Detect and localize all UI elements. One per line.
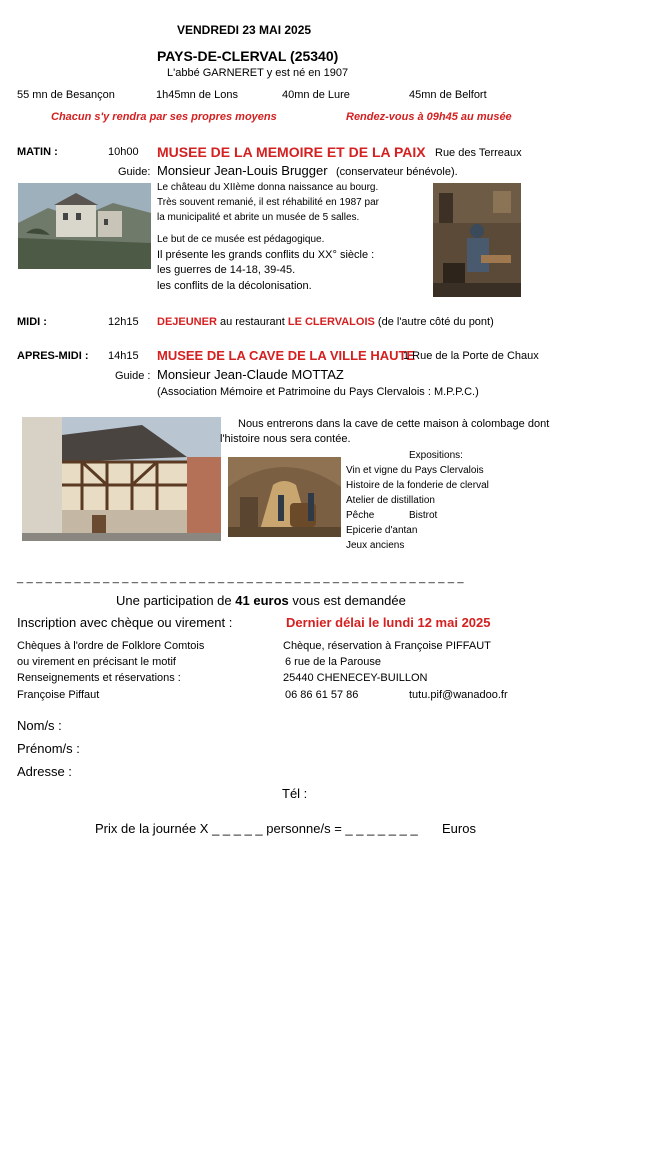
cut-divider: _ _ _ _ _ _ _ _ _ _ _ _ _ _ _ _ _ _ _ _ _ _ _ _ _ _ _ _ _ _ _ _ _ _ _ _ _ _ _ _ _ _ _ _ _ _ _: [17, 572, 464, 584]
participation-line: [116, 593, 406, 608]
expo-item: Vin et vigne du Pays Clervalois: [346, 465, 484, 476]
morning-desc-2: Très souvent remanié, il est réhabilité en 1987 par: [157, 197, 379, 208]
expo-item: Atelier de distillation: [346, 495, 435, 506]
afternoon-label: APRES-MIDI :: [17, 350, 89, 362]
morning-address: Rue des Terreaux: [435, 147, 522, 159]
participation-before: Une participation de: [116, 593, 232, 608]
museum-interior-photo: [433, 183, 521, 297]
expo-item: Epicerie d'antan: [346, 525, 418, 536]
expo-item: Jeux anciens: [346, 540, 405, 551]
morning-desc-3: la municipalité et abrite un musée de 5 salles.: [157, 212, 360, 223]
cellar-photo: [228, 457, 341, 537]
morning-guide-role: (conservateur bénévole).: [336, 166, 458, 178]
noon-line: [157, 316, 494, 328]
noon-time: 12h15: [108, 316, 139, 328]
morning-time: 10h00: [108, 146, 139, 158]
participation-after: vous est demandée: [292, 593, 406, 608]
payment-left-1: Chèques à l'ordre de Folklore Comtois: [17, 640, 205, 652]
restaurant-location: (de l'autre côté du pont): [377, 316, 494, 328]
participation-amount: 41 euros: [235, 593, 289, 608]
contact-phone: 06 86 61 57 86: [285, 689, 359, 701]
morning-museum-title: MUSEE DE LA MEMOIRE ET DE LA PAIX: [157, 144, 426, 160]
lunch-text: au restaurant: [219, 316, 285, 328]
inscription-deadline: Dernier délai le lundi 12 mai 2025: [286, 615, 491, 630]
payment-left-4: Françoise Piffaut: [17, 689, 100, 701]
price-line: Prix de la journée X _ _ _ _ _ personne/s = _ _ _ _ _ _ _: [95, 821, 418, 836]
place-note: L'abbé GARNERET y est né en 1907: [167, 67, 349, 79]
morning-guide-label: Guide:: [118, 166, 151, 178]
expo-item: Histoire de la fonderie de clerval: [346, 480, 489, 491]
contact-email[interactable]: tutu.pif@wanadoo.fr: [409, 689, 508, 701]
afternoon-intro-2: l'histoire nous sera contée.: [220, 433, 351, 445]
price-unit: Euros: [442, 821, 476, 836]
castle-photo: [18, 183, 151, 269]
distance-lure: 40mn de Lure: [282, 89, 350, 101]
morning-goal-2: Il présente les grands conflits du XX° siècle :: [157, 249, 375, 261]
morning-desc-1: Le château du XIIème donna naissance au bourg.: [157, 182, 379, 193]
payment-right-1: Chèque, réservation à Françoise PIFFAUT: [283, 640, 491, 652]
lunch-label: DEJEUNER: [157, 316, 217, 328]
payment-left-3: Renseignements et réservations :: [17, 672, 181, 684]
distance-besancon: 55 mn de Besançon: [17, 89, 115, 101]
morning-goal-1: Le but de ce musée est pédagogique.: [157, 234, 325, 245]
form-name-label: Nom/s :: [17, 718, 62, 733]
timbered-house-photo: [22, 417, 221, 541]
form-firstname-label: Prénom/s :: [17, 741, 80, 756]
expositions-title: Expositions:: [409, 450, 463, 461]
distance-lons: 1h45mn de Lons: [156, 89, 238, 101]
afternoon-museum-title: MUSEE DE LA CAVE DE LA VILLE HAUTE: [157, 348, 416, 363]
payment-right-2: 6 rue de la Parouse: [285, 656, 382, 668]
payment-right-3: 25440 CHENECEY-BUILLON: [283, 672, 428, 684]
meeting-notice: Rendez-vous à 09h45 au musée: [346, 111, 512, 123]
expo-item: Pêche: [346, 510, 375, 521]
afternoon-address: 1 Rue de la Porte de Chaux: [403, 350, 539, 362]
event-date: VENDREDI 23 MAI 2025: [177, 23, 312, 37]
afternoon-association: (Association Mémoire et Patrimoine du Pays Clervalois : M.P.P.C.): [157, 386, 479, 398]
afternoon-time: 14h15: [108, 350, 139, 362]
expo-item-bistrot: Bistrot: [409, 510, 438, 521]
morning-goal-4: les conflits de la décolonisation.: [157, 280, 312, 292]
form-address-label: Adresse :: [17, 764, 72, 779]
form-phone-label: Tél :: [282, 786, 308, 801]
restaurant-name: LE CLERVALOIS: [287, 316, 375, 328]
afternoon-guide-name: Monsieur Jean-Claude MOTTAZ: [157, 367, 344, 382]
morning-goal-3: les guerres de 14-18, 39-45.: [157, 264, 296, 276]
transport-notice: Chacun s'y rendra par ses propres moyens: [51, 111, 277, 123]
noon-label: MIDI :: [17, 316, 47, 328]
event-place: PAYS-DE-CLERVAL (25340): [157, 48, 339, 64]
morning-label: MATIN :: [17, 146, 58, 158]
distance-belfort: 45mn de Belfort: [409, 89, 487, 101]
payment-left-2: ou virement en précisant le motif: [17, 656, 176, 668]
afternoon-intro-1: Nous entrerons dans la cave de cette maison à colombage dont: [238, 418, 550, 430]
morning-guide-name: Monsieur Jean-Louis Brugger: [157, 163, 328, 178]
afternoon-guide-label: Guide :: [115, 370, 151, 382]
inscription-label: Inscription avec chèque ou virement :: [17, 615, 233, 630]
